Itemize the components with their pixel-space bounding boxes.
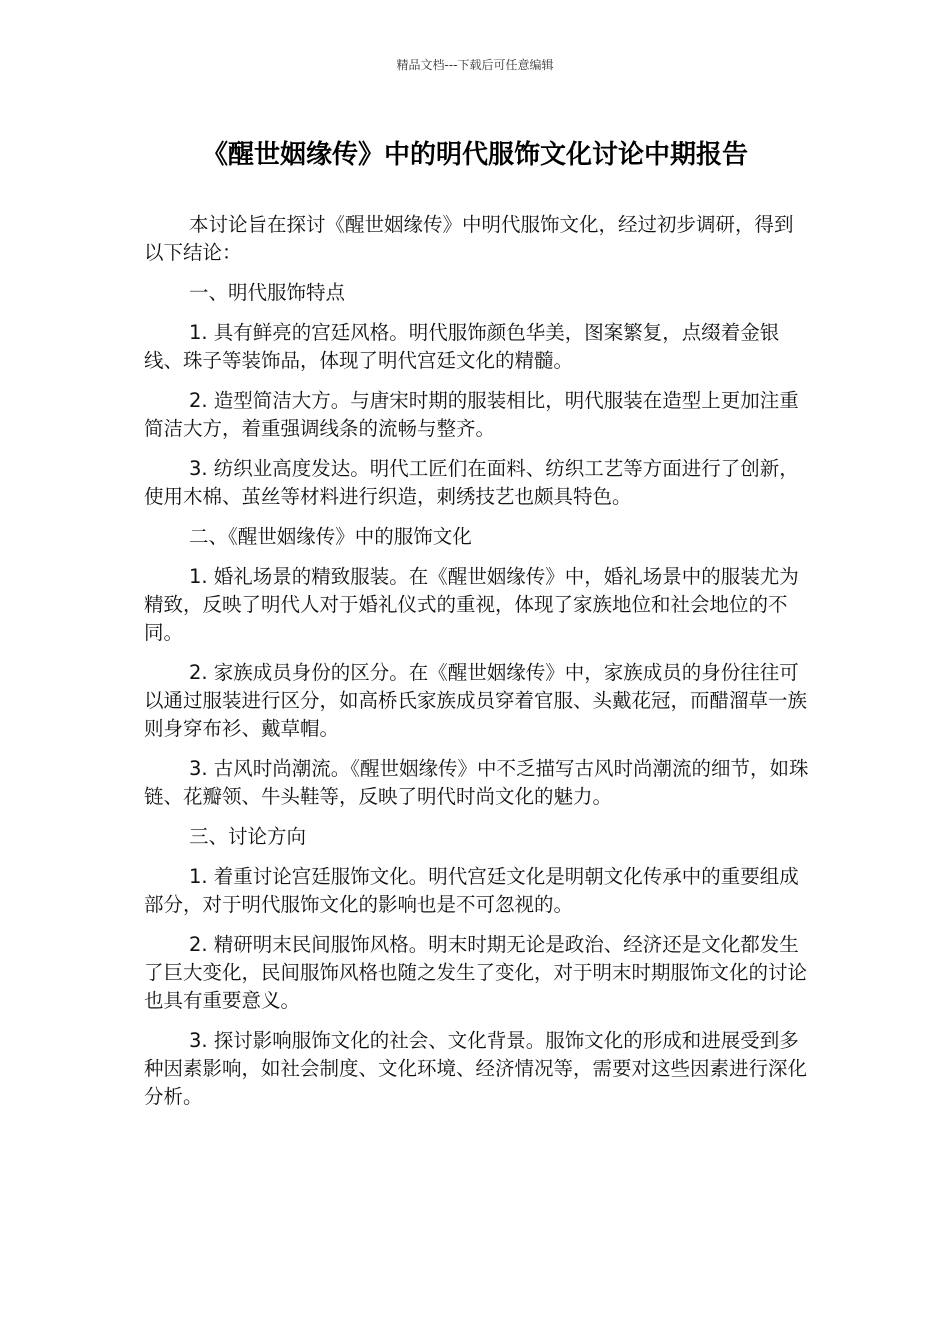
section-heading-3: 三、讨论方向: [189, 825, 307, 848]
section-1-item-1: 1. 具有鲜亮的宫廷风格。明代服饰颜色华美，图案繁复，点缀着金银线、珠子等装饰品，体现了明代宫廷文化的精髓。: [144, 321, 780, 372]
intro-paragraph: 本讨论旨在探讨《醒世姻缘传》中明代服饰文化，经过初步调研，得到以下结论：: [144, 213, 794, 264]
section-heading-1: 一、明代服饰特点: [189, 281, 346, 304]
section-3-item-3: 3. 探讨影响服饰文化的社会、文化背景。服饰文化的形成和进展受到多种因素影响，如社会制度、文化环境、经济情况等，需要对这些因素进行深化分析。: [144, 1029, 808, 1108]
section-2-item-1: 1. 婚礼场景的精致服装。在《醒世姻缘传》中，婚礼场景中的服装尤为精致，反映了明代人对于婚礼仪式的重视，体现了家族地位和社会地位的不同。: [144, 565, 799, 644]
section-1-item-2: 2. 造型简洁大方。与唐宋时期的服装相比，明代服装在造型上更加注重简洁大方，着重强调线条的流畅与整齐。: [144, 389, 799, 440]
section-2-item-2: 2. 家族成员身份的区分。在《醒世姻缘传》中，家族成员的身份往往可以通过服装进行区分，如高桥氏家族成员穿着官服、头戴花冠，而醋溜草一族则身穿布衫、戴草帽。: [144, 661, 808, 740]
section-1-item-3: 3. 纺织业高度发达。明代工匠们在面料、纺织工艺等方面进行了创新，使用木棉、茧丝等材料进行织造，刺绣技艺也颇具特色。: [144, 457, 799, 508]
header-note: 精品文档---下载后可任意编辑: [396, 58, 554, 72]
document-title: 《醒世姻缘传》中的明代服饰文化讨论中期报告: [201, 140, 748, 170]
section-3-item-2: 2. 精研明末民间服饰风格。明末时期无论是政治、经济还是文化都发生了巨大变化，民间服饰风格也随之发生了变化，对于明末时期服饰文化的讨论也具有重要意义。: [144, 933, 808, 1012]
section-3-item-1: 1. 着重讨论宫廷服饰文化。明代宫廷文化是明朝文化传承中的重要组成部分，对于明代服饰文化的影响也是不可忽视的。: [144, 865, 799, 916]
section-2-item-3: 3. 古风时尚潮流。《醒世姻缘传》中不乏描写古风时尚潮流的细节，如珠链、花瓣领、牛头鞋等，反映了明代时尚文化的魅力。: [144, 757, 809, 808]
document-body: [144, 211, 810, 1123]
section-heading-2: 二、《醒世姻缘传》中的服饰文化: [189, 525, 472, 548]
